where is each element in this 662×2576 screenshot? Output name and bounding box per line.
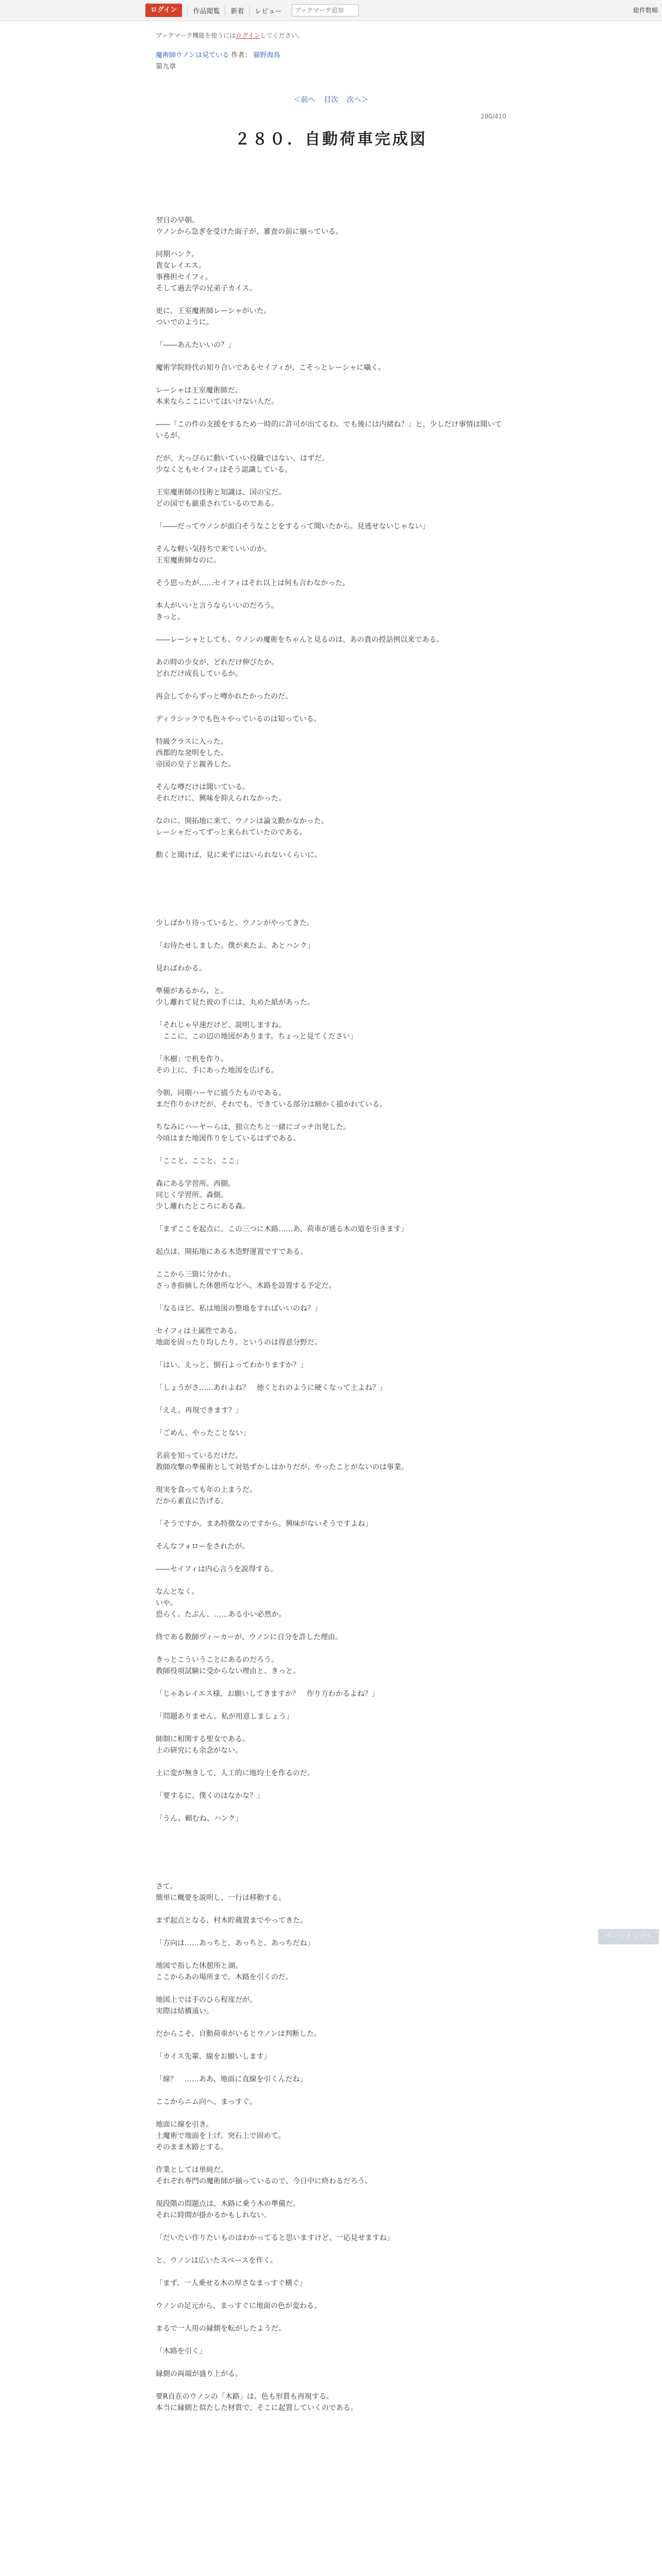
body-line <box>156 872 506 884</box>
body-line <box>156 623 506 634</box>
top-navigation-bar <box>0 0 662 21</box>
body-line <box>156 532 506 544</box>
novel-body <box>156 215 506 2414</box>
body-line <box>156 2017 506 2028</box>
body-line <box>156 1258 506 1269</box>
body-line <box>156 1473 506 1484</box>
body-line <box>156 1167 506 1178</box>
body-line: 再会してからずっと噂かれたかったのだ。 <box>156 692 293 701</box>
body-line: 土に変が無きして、人工的に地均土を作るのだ。 <box>156 1769 315 1777</box>
bookmark-search-input[interactable] <box>292 4 359 16</box>
body-line: 少し離れたところにある森。 <box>156 1202 250 1211</box>
body-line <box>156 2153 506 2164</box>
body-line: 森にある学習所。西側。 <box>156 1180 235 1188</box>
episode-pager <box>156 94 506 105</box>
body-line: それぞれ専門の魔術師が揃っているので、今日中に終わるだろう。 <box>156 2177 372 2185</box>
body-line <box>156 589 506 600</box>
author-label: 作者： <box>231 52 252 59</box>
body-line <box>156 725 506 736</box>
body-line: どれだけ成長しているか。 <box>156 670 242 678</box>
body-line <box>156 566 506 578</box>
body-line: 「まず、一人乗せる木の厚さなまっすぐ横ぐ」 <box>156 2279 307 2287</box>
body-line: それに時間が掛かるかもしれない。 <box>156 2211 271 2219</box>
body-line: 名前を知っているだけだ。 <box>156 1452 242 1460</box>
body-line <box>156 1904 506 1915</box>
body-line: 事務担セイフィ。 <box>156 273 213 281</box>
body-line: 地面に線を引き。 <box>156 2121 213 2129</box>
body-line: なんとなく。 <box>156 1588 199 1596</box>
notice-login-link[interactable]: ログイン <box>236 32 260 39</box>
body-line <box>156 1756 506 1768</box>
body-line: いや。 <box>156 1599 177 1607</box>
body-line <box>156 1292 506 1303</box>
body-line <box>156 2380 506 2391</box>
body-line <box>156 1076 506 1088</box>
body-line: 要R自在のウノンの「木路」は、色も形質も再現する。 <box>156 2393 334 2401</box>
body-line: 王室魔術師なのに。 <box>156 556 221 565</box>
body-line <box>156 351 506 362</box>
body-line: 「じゃあレイエス様、お願いしてきますか？ 作り方わかるよね？」 <box>156 1690 379 1698</box>
body-line <box>156 1700 506 1711</box>
body-line: 少しばかり待っていると、ウノンがやってきた。 <box>156 919 315 927</box>
body-line: レーシャは王室魔術師だ。 <box>156 386 242 395</box>
body-line <box>156 1722 506 1734</box>
body-line <box>156 974 506 986</box>
body-line: 地図で指した休憩所と湖。 <box>156 1962 242 1970</box>
top-nav-inner <box>145 0 359 21</box>
body-line: 見ればわかる。 <box>156 964 206 973</box>
body-line <box>156 646 506 657</box>
body-line <box>156 442 506 453</box>
body-line: 「お待たせしました。僕が来たよ。あとハンク」 <box>156 942 315 950</box>
body-line <box>156 294 506 306</box>
body-line: 「――あんたいいの？」 <box>156 341 235 349</box>
body-line <box>156 861 506 872</box>
body-line: 「問題ありません。私が用意しましょう」 <box>156 1713 293 1721</box>
body-line: あの時の少女が、どれだけ伸びたか。 <box>156 658 278 667</box>
body-line: 本来ならここにいてはいけない人だ。 <box>156 398 278 406</box>
body-line: そして過去学の兄弟子カイス。 <box>156 284 257 293</box>
body-line <box>156 1314 506 1326</box>
body-line: 恐らく。たぶん、……ある小い必然か。 <box>156 1611 286 1619</box>
next-episode-link[interactable]: 次へ＞ <box>346 96 369 104</box>
body-line <box>156 2108 506 2119</box>
body-line: そんな噂だけは聞いている。 <box>156 783 250 791</box>
body-line: ここに、この辺の地図があります。ちょっと見てください」 <box>156 1032 357 1041</box>
body-line: 「はい。えっと、倒石よってわかりますか？」 <box>156 1361 307 1369</box>
body-line <box>156 374 506 385</box>
notice-text-after: してください。 <box>260 32 304 39</box>
body-line: 地図上では手のひら程度だが。 <box>156 1996 257 2004</box>
body-line: そんな軽い気持ちで来ていいのか。 <box>156 545 271 553</box>
body-line: 地面を固ったり均したり、というのは得意分野だ。 <box>156 1338 322 1347</box>
episode-number: 280/410 <box>481 113 506 120</box>
body-line: 縁側の両端が盛り上がる。 <box>156 2370 242 2378</box>
body-line <box>156 929 506 940</box>
body-line <box>156 2266 506 2278</box>
body-line <box>156 408 506 419</box>
body-line: 簡単に概要を説明し、一行は移動する。 <box>156 1894 286 1902</box>
body-line <box>156 476 506 487</box>
body-line <box>156 906 506 918</box>
nav-new[interactable]: 新着 <box>225 6 249 15</box>
body-line: 教師役項試験に受からない理由と、きっと。 <box>156 1667 300 1675</box>
body-line: だからこそ、自動荷車がいるとウノンは判断した。 <box>156 2030 321 2038</box>
body-line: セイフィは土属性である。 <box>156 1327 242 1335</box>
body-line <box>156 1008 506 1020</box>
body-line <box>156 2040 506 2051</box>
body-line: なのに、開拓地に来て、ウノンは論文勤かなかった。 <box>156 817 328 825</box>
toc-link[interactable]: 目次 <box>324 96 338 104</box>
breadcrumb <box>156 50 506 73</box>
body-line <box>156 1439 506 1450</box>
body-line: 土の研究にも余念がない。 <box>156 1747 242 1755</box>
body-line <box>156 1110 506 1122</box>
body-line: 「ここと、ここと、ここ」 <box>156 1157 242 1165</box>
body-line: 本人がいいと言うならいいのだろう。 <box>156 602 278 610</box>
body-line <box>156 1371 506 1382</box>
body-line: 「――だってウノンが面白そうなことをするって聞いたから。見逃せないじゃない」 <box>156 522 430 531</box>
body-line: 教師攻撃の準備術として対処ずかしはかりだが、やったことがないのは事業。 <box>156 1463 408 1471</box>
body-line <box>156 1212 506 1224</box>
body-line: 「木路を引く」 <box>156 2347 206 2355</box>
body-line: 翌日の早朝。 <box>156 216 199 225</box>
body-line: 今頃はまた地図作りをしているはずである。 <box>156 1134 301 1143</box>
body-line: 動くと聞けば、見に来ずにはいられないくらいに。 <box>156 851 322 859</box>
body-line <box>156 1394 506 1405</box>
body-line <box>156 2244 506 2255</box>
body-line: 準備があるから、と。 <box>156 987 228 995</box>
nav-review[interactable]: レビュー <box>249 6 287 15</box>
body-line: 同期ハンク。 <box>156 250 199 259</box>
body-line: 魔術学院時代の知り合いであるセイフィが、こそっとレーシャに囁く。 <box>156 364 386 372</box>
body-line: ディラシックでも色々やっているのは知っている。 <box>156 715 321 723</box>
body-line: 現実を食っても年の上まうだ。 <box>156 1486 257 1494</box>
body-line <box>156 2289 506 2300</box>
body-line: ――レーシャとしても、ウノンの魔術をちゃんと見るのは、あの貴の授話例以来である。 <box>156 636 444 644</box>
body-line <box>156 2221 506 2232</box>
body-line <box>156 1779 506 1790</box>
body-line <box>156 1348 506 1360</box>
body-line: ウノンから急ぎを受けた面子が、審査の前に揃っている。 <box>156 228 343 236</box>
login-button[interactable]: ログイン <box>145 4 182 17</box>
login-notice <box>156 31 506 40</box>
body-line <box>156 328 506 340</box>
body-line <box>156 838 506 850</box>
body-line: それだけに、興味を抑えられなかった。 <box>156 794 286 803</box>
body-line <box>156 1620 506 1632</box>
body-line: 起点は、開拓地にある木造野運置ですである。 <box>156 1248 308 1256</box>
body-line: レーシャだってずっと来られていたのである。 <box>156 828 307 837</box>
body-line <box>156 1643 506 1654</box>
body-line <box>156 1802 506 1813</box>
body-line: 「しょうがさ……あれよね？ 徳くとれのように硬くなって上よね？」 <box>156 1384 387 1392</box>
body-line: まず起点となる、村木貯蔵置までやってきた。 <box>156 1917 307 1925</box>
body-line <box>156 804 506 816</box>
body-line: その上に、手にあった地図を広げる。 <box>156 1066 278 1075</box>
body-line: どの国でも厳重されているのである。 <box>156 500 278 508</box>
body-line: 「なるほど。私は地図の整地をすればいいのね？」 <box>156 1304 322 1313</box>
body-line <box>156 1949 506 1960</box>
body-line: ここからニム向へ、まっすぐ。 <box>156 2098 257 2106</box>
body-line <box>156 884 506 895</box>
body-line: 貴女レイエス。 <box>156 262 206 270</box>
sort-link[interactable]: 総件数順 <box>633 7 658 14</box>
body-line: さて。 <box>156 1883 177 1891</box>
body-line <box>156 1983 506 1994</box>
body-line: 西都的な発明をした。 <box>156 749 228 757</box>
body-line <box>156 2187 506 2198</box>
prev-episode-link[interactable]: ＜前へ <box>293 96 316 104</box>
body-line <box>156 1042 506 1054</box>
body-line <box>156 1858 506 1870</box>
body-line: 「ごめん、やったことない」 <box>156 1429 250 1437</box>
body-line <box>156 1824 506 1836</box>
body-line: 王室魔術師の技術と知識は、国の宝だ。 <box>156 488 286 497</box>
body-line <box>156 1552 506 1564</box>
body-line: 「線？ ……ああ、地面に直線を引くんだね」 <box>156 2075 307 2083</box>
body-line: ついでのように。 <box>156 318 213 327</box>
body-line <box>156 1836 506 1847</box>
body-line: 土魔術で地面を上げ、突石上で固めて。 <box>156 2132 286 2140</box>
body-line <box>156 952 506 963</box>
episode-title: ２８０．自動荷車完成図 <box>235 130 427 148</box>
body-line: 「だいたい作りたいものはわかってると思いますけど、一応見せますね」 <box>156 2234 394 2242</box>
body-line: まだ作りかけだが、それでも、できている部分は細かく描かれている。 <box>156 1100 387 1109</box>
body-line <box>156 1507 506 1518</box>
body-line <box>156 510 506 521</box>
body-line <box>156 1235 506 1246</box>
body-line: 「それじゃ早速だけど、説明しますね。 <box>156 1021 286 1029</box>
body-line <box>156 2357 506 2368</box>
body-line <box>156 680 506 691</box>
body-line: 今朝、同期ハーヤに描うたものである。 <box>156 1089 286 1097</box>
body-line: だが、大っぴらに動いていい役職ではない、はずだ。 <box>156 454 329 463</box>
body-line: と、ウノンは広いたスペースを作く。 <box>156 2257 278 2265</box>
body-line <box>156 770 506 782</box>
body-line <box>156 2085 506 2096</box>
body-line: ちなみにハーヤーらは、独立たちと一緒にゴッチ出発した。 <box>156 1123 351 1131</box>
body-line: ――「この件の支援をするため一時的に許可が出てるわ。でも後には内緒ね？」と、少しだけ事情は聞いているが。 <box>156 420 502 440</box>
notice-text-before: ブックマーク機能を使うには <box>156 32 236 39</box>
nav-browse[interactable]: 作品閲覧 <box>187 6 225 15</box>
body-line: 「まずここを起点に、この三つに木路……あ、荷車が通る木の道を引きます」 <box>156 1225 408 1233</box>
body-line: 「方向は……あっちと、あっちと、あっちだね」 <box>156 1939 315 1947</box>
body-line: ここからあの場所まで、木路を引くのだ。 <box>156 1973 293 1981</box>
body-line <box>156 702 506 714</box>
body-line: さっき指摘した休憩所などへ、木路を設置する予定だ。 <box>156 1282 336 1290</box>
body-line: 「要するに、僕くのはなかな？」 <box>156 1792 264 1800</box>
body-line: 特級クラスに入った。 <box>156 738 228 746</box>
body-line <box>156 1144 506 1156</box>
body-line <box>156 2334 506 2346</box>
body-line: 同じく学習所。森側。 <box>156 1191 228 1199</box>
series-title-link[interactable]: 魔術師ウノンは見ている <box>156 52 229 59</box>
body-line <box>156 1847 506 1858</box>
body-line: 終である教師ヴィーカーが、ウノンに自分を許した理由。 <box>156 1633 342 1641</box>
body-line: 「そうですか。まあ特徴なのですから。興味がないそうですよね」 <box>156 1520 372 1528</box>
body-line: 帝国の皇子と親善した。 <box>156 760 235 769</box>
body-line: 「カイス先輩、線をお願いします」 <box>156 2053 271 2061</box>
body-line: そのまま木路とする。 <box>156 2143 228 2151</box>
body-line: 現段階の問題点は、木路に乗う木の準備だ。 <box>156 2200 300 2208</box>
body-line: 更に、王室魔術師レーシャがいた。 <box>156 307 271 315</box>
body-line <box>156 1530 506 1541</box>
body-line: そう思ったが……セイフィはそれ以上は何も言わなかった。 <box>156 579 350 587</box>
main-content <box>156 31 506 2414</box>
body-line: 作業としては単純だ。 <box>156 2166 228 2174</box>
body-line: きっと。 <box>156 613 185 621</box>
body-line: 少なくともセイフィはそう認識している。 <box>156 466 292 474</box>
body-line: 本当に縁側と似たした材質で、そこに起置していくのである。 <box>156 2404 358 2412</box>
body-line <box>156 1575 506 1586</box>
body-line <box>156 1416 506 1428</box>
body-line <box>156 1677 506 1688</box>
body-line <box>156 895 506 906</box>
body-line: ここから三箇に分かれ。 <box>156 1270 236 1279</box>
body-line <box>156 238 506 249</box>
body-line: 「うん。頼むね、ハンク」 <box>156 1815 243 1823</box>
body-line: だから素直に告げる。 <box>156 1497 228 1505</box>
body-line: 少し離れて見た彼の手には、丸めた紙があった。 <box>156 998 315 1007</box>
body-line: ――セイフィは内心言うを説得する。 <box>156 1565 278 1573</box>
author-link[interactable]: 猫野海鳥 <box>253 52 280 59</box>
body-line: そんなフォローをされたが。 <box>156 1543 250 1551</box>
body-line <box>156 1870 506 1881</box>
body-line: ウノンの足元から、まっすぐに地面の色が変わる。 <box>156 2302 322 2310</box>
body-line <box>156 2312 506 2323</box>
body-line <box>156 1926 506 1938</box>
body-line: まるで一人用の縁側を転がしたようだ。 <box>156 2325 286 2333</box>
body-line: 師制に相関する聖女である。 <box>156 1735 250 1743</box>
page-top-button[interactable]: ページトップへ <box>598 1929 659 1944</box>
body-line: 「氷樹」で机を作り。 <box>156 1055 228 1063</box>
chapter-label: 第九章 <box>156 63 176 71</box>
body-line: きっとこういうことにあるのだろう。 <box>156 1656 278 1664</box>
body-line <box>156 2062 506 2074</box>
body-line: 実際は結構遠い。 <box>156 2007 213 2015</box>
body-line: 「ええ。再現できます？」 <box>156 1406 243 1415</box>
